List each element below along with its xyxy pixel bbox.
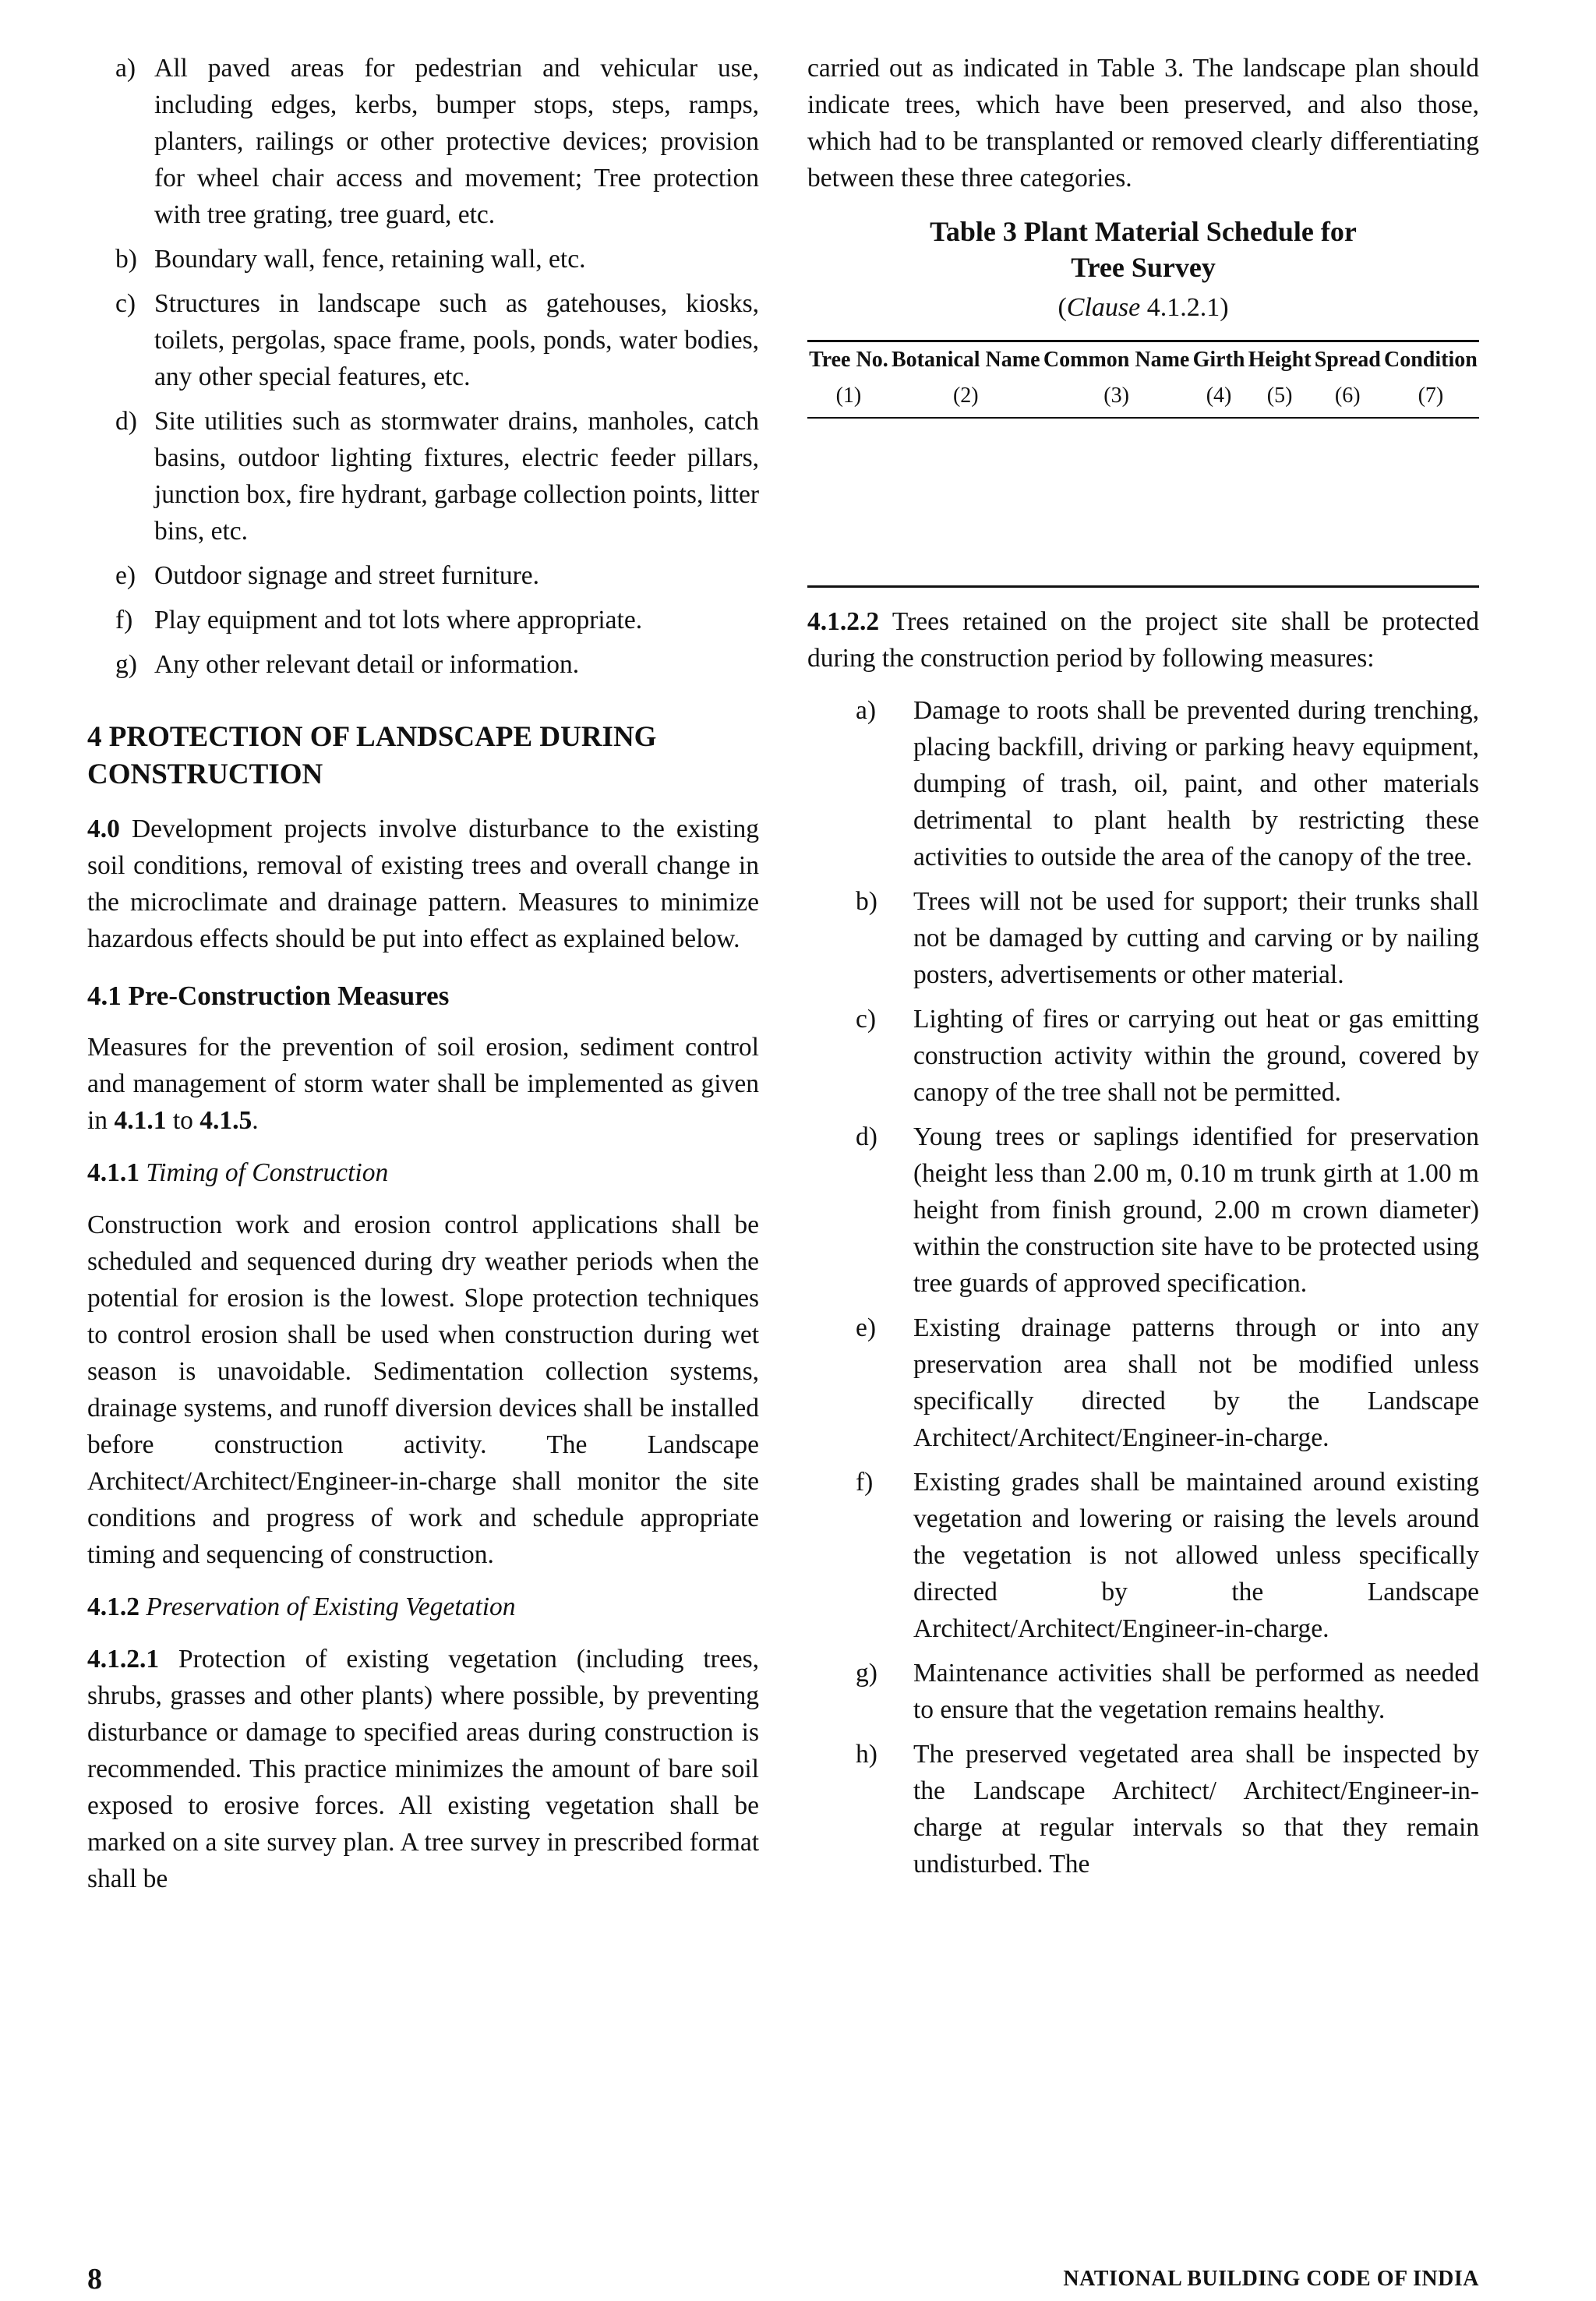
list-item-text: All paved areas for pedestrian and vehicular use, including edges, kerbs, bumper stops, steps, ramps, planters, railings or other protective devices; provision for wheel chair access and movement; Tree protection with tree grating, tree guard, etc. [154, 54, 759, 229]
table-title-line: Table 3 Plant Material Schedule for [930, 216, 1357, 247]
protection-measures-list [807, 692, 1479, 1882]
paragraph-4-1 [87, 1029, 759, 1139]
list-item-letter: a) [115, 54, 136, 83]
column-number: (5) [1266, 384, 1293, 408]
paragraph-text: Protection of existing vegetation (including trees, shrubs, grasses and other plants) where possible, by preventing disturbance or damage to specified areas during construction is recommended. This practice minimizes the amount of bare soil exposed to erosive forces. All existing vegetation shall be marked on a site survey plan. A tree survey in prescribed format shall be [87, 1645, 759, 1893]
column-header: Condition [1384, 348, 1478, 372]
paragraph-number: 4.0 [87, 815, 120, 843]
column-number: (4) [1206, 384, 1232, 408]
paragraph-4-1-2-1 [87, 1641, 759, 1897]
list-item [807, 692, 1479, 875]
right-column [807, 50, 1479, 1890]
list-item-letter: e) [856, 1313, 877, 1342]
list-item-letter: b) [115, 245, 137, 274]
left-column [87, 50, 759, 1897]
heading-4-1: 4.1 Pre-Construction Measures [87, 981, 450, 1011]
list-item [87, 50, 759, 233]
subheading-title: Preservation of Existing Vegetation [146, 1592, 516, 1621]
clause-ref: 4.1.2.1 [1146, 293, 1220, 322]
paragraph-text: Measures for the prevention of soil erosion, sediment control and management of storm water shall be implemented as given in [87, 1033, 759, 1135]
column-number-row [807, 376, 1479, 418]
list-item-text: Existing grades shall be maintained around existing vegetation and lowering or raising the levels around the vegetation is not allowed unless specifically directed by the Landscape Architect/Architect/Engineer-in-charge. [913, 1468, 1479, 1643]
scope-list [87, 50, 759, 683]
list-item-letter: a) [856, 696, 877, 725]
list-item-letter: e) [115, 561, 136, 590]
column-number: (3) [1103, 384, 1129, 408]
column-number: (2) [952, 384, 979, 408]
list-item-text: Trees will not be used for support; their trunks shall not be damaged by cutting and carving or by nailing posters, advertisements or other material. [913, 887, 1479, 989]
list-item-text: Young trees or saplings identified for preservation (height less than 2.00 m, 0.10 m trunk girth at 1.00 m height from finish ground, 2.00 m crown diameter) within the construction site have to be protected using tree guards of approved specification. [913, 1122, 1479, 1298]
list-item-letter: g) [115, 650, 137, 679]
list-item-text: Outdoor signage and street furniture. [154, 561, 539, 590]
column-number: (7) [1418, 384, 1444, 408]
list-item-text: Maintenance activities shall be performed as needed to ensure that the vegetation remains healthy. [913, 1659, 1479, 1724]
column-header: Height [1248, 348, 1312, 372]
subheading-4-1-2 [87, 1589, 759, 1625]
list-item-text: Existing drainage patterns through or into any preservation area shall not be modified unless specifically directed by the Landscape Architect/Architect/Engineer-in-charge. [913, 1313, 1479, 1452]
continued-paragraph: carried out as indicated in Table 3. The landscape plan should indicate trees, which have been preserved, and also those, which had to be transplanted or removed clearly differentiating between these three categories. [807, 54, 1479, 193]
table-title-line: Tree Survey [1071, 252, 1216, 283]
paragraph-text: Trees retained on the project site shall be protected during the construction period by following measures: [807, 607, 1479, 673]
clause-ref: 4.1.5 [200, 1106, 252, 1135]
column-header: Botanical Name [892, 348, 1040, 372]
list-item-letter: g) [856, 1659, 877, 1688]
list-item-text: Damage to roots shall be prevented during trenching, placing backfill, driving or parking heavy equipment, dumping of trash, oil, paint, and other materials detrimental to plant health by restricting these activities to outside the area of the canopy of the tree. [913, 696, 1479, 871]
clause-label: Clause [1066, 293, 1141, 322]
table-body-blank [807, 418, 1479, 587]
list-item [807, 883, 1479, 993]
list-item-text: Site utilities such as stormwater drains, manholes, catch basins, outdoor lighting fixtures, electric feeder pillars, junction box, fire hydrant, garbage collection points, litter bins, etc. [154, 407, 759, 546]
column-number: (6) [1334, 384, 1361, 408]
column-number: (1) [835, 384, 862, 408]
paragraph-text: . [252, 1106, 259, 1135]
list-item-letter: b) [856, 887, 877, 916]
section-4-heading: 4 PROTECTION OF LANDSCAPE DURING CONSTRUCTION [87, 721, 657, 790]
paragraph-4-0 [87, 811, 759, 957]
clause-ref: 4.1.1 [114, 1106, 167, 1135]
list-item-text: Boundary wall, fence, retaining wall, etc. [154, 245, 586, 274]
tree-survey-table [807, 340, 1479, 588]
column-header: Girth [1192, 348, 1245, 372]
list-item-text: Structures in landscape such as gatehouses, kiosks, toilets, pergolas, space frame, pools, ponds, water bodies, any other special features, etc. [154, 289, 759, 391]
list-item-letter: d) [115, 407, 137, 436]
subheading-number: 4.1.2 [87, 1592, 139, 1621]
paragraph-number: 4.1.2.1 [87, 1645, 160, 1674]
list-item [807, 1655, 1479, 1728]
list-item [87, 557, 759, 594]
column-header: Tree No. [809, 348, 888, 372]
list-item [807, 1001, 1479, 1111]
list-item-text: Play equipment and tot lots where appropriate. [154, 606, 643, 634]
column-header: Spread [1314, 348, 1381, 372]
subheading-title: Timing of Construction [146, 1158, 389, 1187]
list-item-letter: d) [856, 1122, 877, 1151]
column-header: Common Name [1043, 348, 1190, 372]
list-item [87, 241, 759, 277]
list-item-text: The preserved vegetated area shall be inspected by the Landscape Architect/ Architect/Engineer-in-charge at regular intervals so that they remain undisturbed. The [913, 1740, 1479, 1879]
table-clause: (Clause 4.1.2.1) [1058, 293, 1229, 322]
list-item-letter: f) [115, 606, 133, 634]
list-item [87, 285, 759, 395]
list-item [87, 403, 759, 550]
list-item [87, 602, 759, 638]
list-item-text: Lighting of fires or carrying out heat or gas emitting construction activity within the ground, covered by canopy of the tree shall not be permitted. [913, 1005, 1479, 1107]
paragraph-text: to [172, 1106, 193, 1135]
subheading-number: 4.1.1 [87, 1158, 139, 1187]
list-item-text: Any other relevant detail or information. [154, 650, 580, 679]
publication-title: NATIONAL BUILDING CODE OF INDIA [1063, 2267, 1479, 2291]
subheading-4-1-1 [87, 1154, 759, 1191]
list-item-letter: h) [856, 1740, 877, 1769]
paragraph-number: 4.1.2.2 [807, 607, 880, 636]
list-item [807, 1464, 1479, 1647]
paragraph-text: Development projects involve disturbance to the existing soil conditions, removal of existing trees and overall change in the microclimate and drainage pattern. Measures to minimize hazardous effects should be put into effect as explained below. [87, 815, 759, 953]
table-title [807, 214, 1479, 285]
paragraph-4-1-2-2 [807, 603, 1479, 677]
list-item [807, 1310, 1479, 1456]
list-item [807, 1119, 1479, 1302]
table-header-row [807, 341, 1479, 377]
paragraph-4-1-1: Construction work and erosion control applications shall be scheduled and sequenced during dry weather periods when the potential for erosion is the lowest. Slope protection techniques to control erosion shall be used when construction during wet season is unavoidable. Sedimentation collection systems, drainage systems, and runoff diversion devices shall be installed before construction activity. The Landscape Architect/Architect/Engineer-in-charge shall monitor the site conditions and progress of work and schedule appropriate timing and sequencing of construction. [87, 1211, 759, 1569]
list-item-letter: c) [856, 1005, 877, 1034]
list-item-letter: f) [856, 1468, 874, 1497]
page-number: 8 [87, 2263, 102, 2296]
list-item-letter: c) [115, 289, 136, 318]
list-item [807, 1736, 1479, 1882]
list-item [87, 646, 759, 683]
